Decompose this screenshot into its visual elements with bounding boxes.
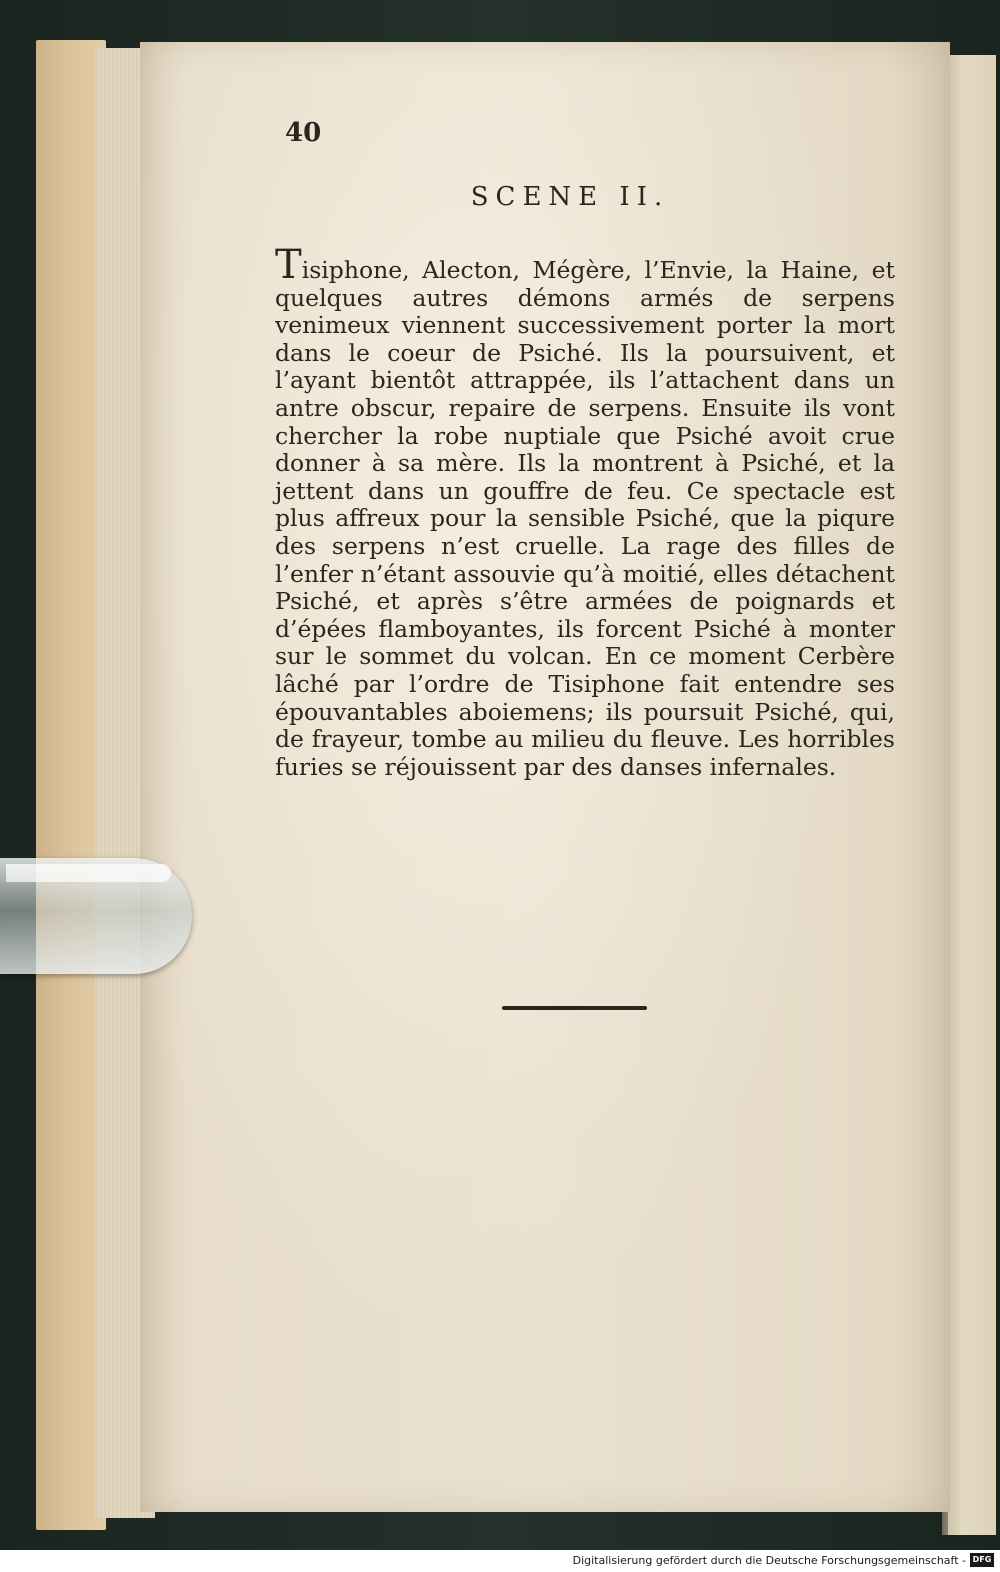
funding-credit: Digitalisierung gefördert durch die Deutsche Forschungsgemeinschaft - (572, 1554, 966, 1567)
body-text: isiphone, Alecton, Mégère, l’Envie, la Haine, et quelques autres démons armés de serpens venimeux viennent successivement porter la mort dans le coeur de Psiché. Ils la poursuivent, et l’ayant bientôt attrappée, ils l’attachent dans un antre obscur, repaire de serpens. Ensuite ils vont chercher la robe nuptiale que Psiché avoit crue donner à sa mère. Ils la montrent à Psiché, et la jettent dans un gouffre de feu. Ce spectacle est plus affreux pour la sensible Psiché, que la piqure des serpens n’est cruelle. La rage des filles de l’enfer n’étant assouvie qu’à moitié, elles détachent Psiché, et après s’être armées de poignards et d’épées flamboyantes, ils forcent Psiché à monter sur le sommet du volcan. En ce moment Cerbère lâché par l’ordre de Tisiphone fait entendre ses épouvantables aboiemens; ils poursuit Psiché, qui, de frayeur, tombe au milieu du fleuve. Les horribles furies se réjouissent par des danses infernales. (275, 256, 895, 781)
body-paragraph (275, 242, 895, 781)
facing-page-edge (948, 55, 996, 1535)
page-number: 40 (285, 118, 322, 148)
scene-title: SCENE II. (470, 182, 670, 212)
book-page (140, 42, 950, 1512)
glass-page-weight (0, 858, 192, 974)
dfg-logo-icon: DFG (970, 1553, 994, 1567)
drop-cap: T (275, 242, 302, 288)
glass-shine (6, 864, 171, 882)
end-rule (502, 1006, 647, 1010)
